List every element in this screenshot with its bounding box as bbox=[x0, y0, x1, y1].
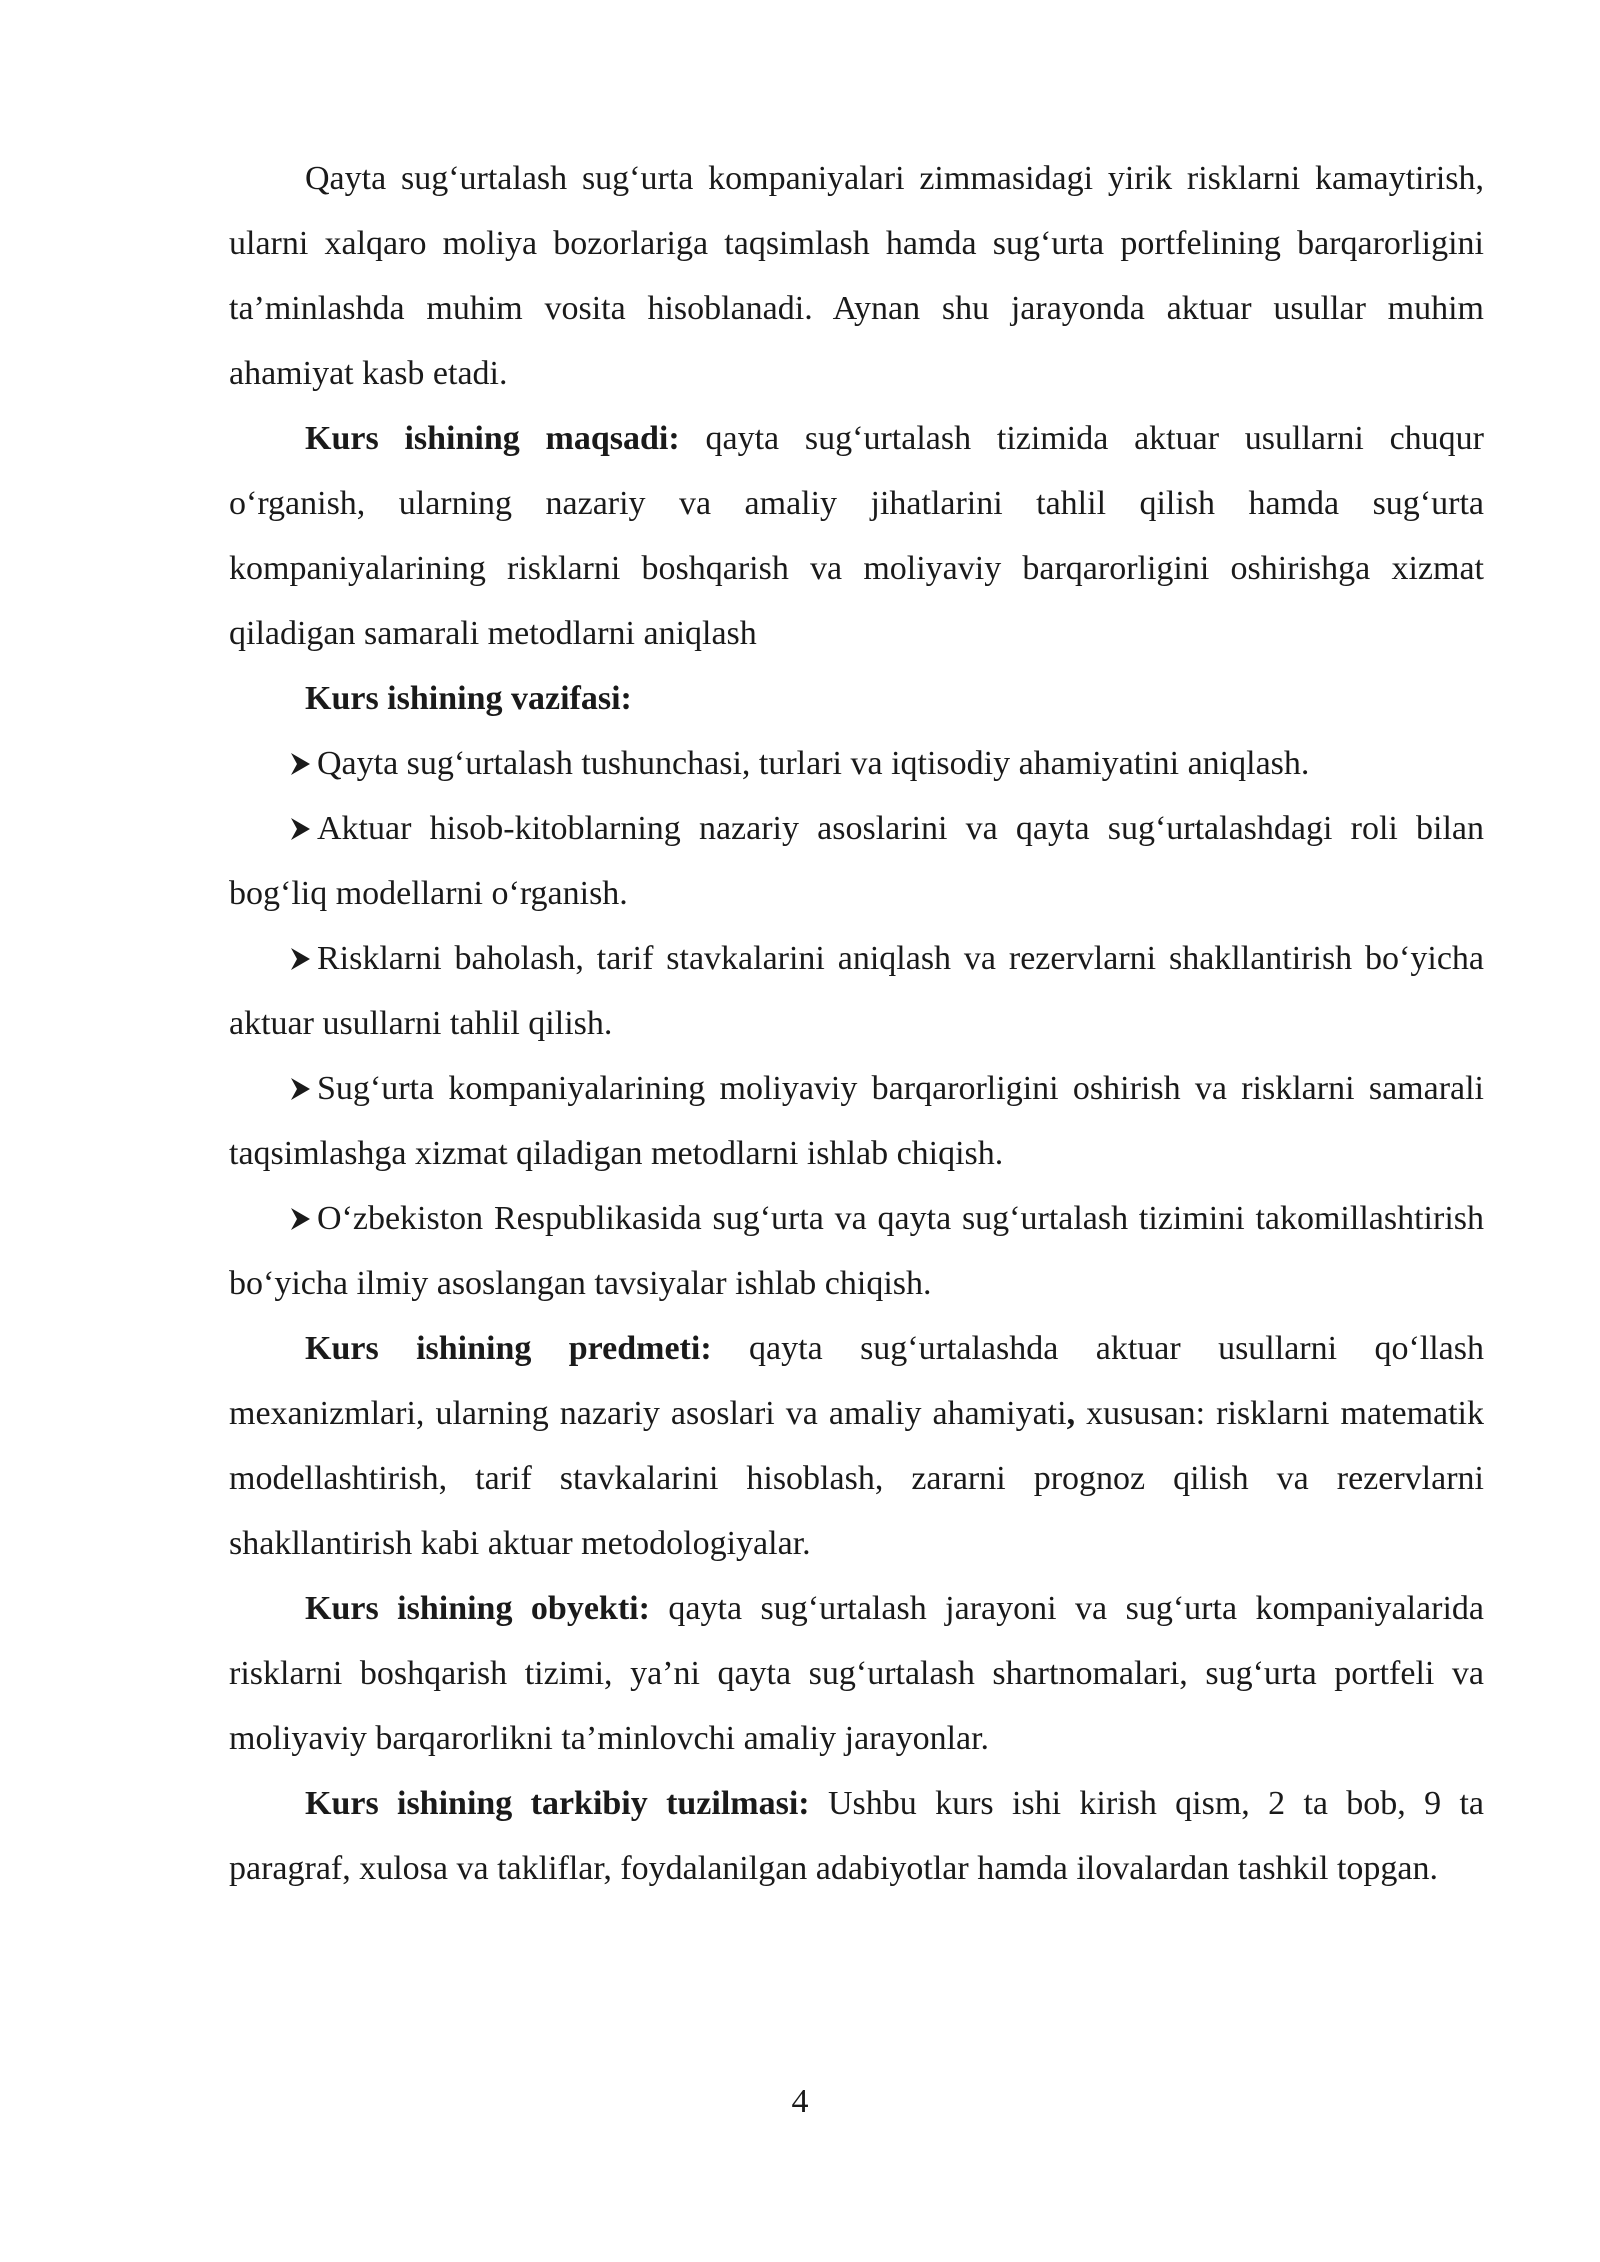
subject-label: Kurs ishining predmeti: bbox=[305, 1330, 712, 1367]
task-item bbox=[229, 926, 1484, 1056]
arrowhead-bullet-icon bbox=[289, 926, 317, 991]
arrowhead-bullet-icon bbox=[289, 1186, 317, 1251]
goal-label: Kurs ishining maqsadi: bbox=[305, 420, 680, 457]
task-item-text: Risklarni baholash, tarif stavkalarini aniqlash va rezervlarni shakllantirish bo‘yicha aktuar usullarni tahlil qilish. bbox=[229, 940, 1484, 1042]
object-text: qayta sug‘urtalash jarayoni va sug‘urta kompaniyalarida risklarni boshqarish tizimi, ya’ni qayta sug‘urtalash shartnomalari, sug‘urta portfeli va moliyaviy barqarorlikni ta’minlovchi amaliy jarayonlar. bbox=[229, 1590, 1484, 1757]
structure-label: Kurs ishining tarkibiy tuzilmasi: bbox=[305, 1785, 810, 1822]
document-body bbox=[229, 146, 1484, 1901]
task-item-text: O‘zbekiston Respublikasida sug‘urta va qayta sug‘urtalash tizimini takomillashtirish bo‘yicha ilmiy asoslangan tavsiyalar ishlab chiqish. bbox=[229, 1200, 1484, 1302]
arrowhead-bullet-icon bbox=[289, 796, 317, 861]
structure-text: Ushbu kurs ishi kirish qism, 2 ta bob, 9 ta paragraf, xulosa va takliflar, foydalanilgan adabiyotlar hamda ilovalardan tashkil topgan. bbox=[229, 1785, 1485, 1887]
subject-text-part1: qayta sug‘urtalashda aktuar usullarni qo‘llash mexanizmlari, ularning nazariy asoslari va amaliy ahamiyati bbox=[229, 1330, 1484, 1432]
subject-paragraph bbox=[229, 1316, 1484, 1576]
task-item bbox=[229, 731, 1484, 796]
task-item bbox=[229, 1056, 1484, 1186]
structure-paragraph bbox=[229, 1771, 1484, 1901]
goal-text: qayta sug‘urtalash tizimida aktuar usullarni chuqur o‘rganish, ularning nazariy va amaliy jihatlarini tahlil qilish hamda sug‘urta kompaniyalarining risklarni boshqarish va moliyaviy barqarorligini oshirishga xizmat qiladigan samarali metodlarni aniqlash bbox=[229, 420, 1484, 652]
arrowhead-bullet-icon bbox=[289, 1056, 317, 1121]
task-item bbox=[229, 1186, 1484, 1316]
subject-text-part2: xususan: risklarni matematik modellashtirish, tarif stavkalarini hisoblash, zararni prognoz qilish va rezervlarni shakllantirish kabi aktuar metodologiyalar. bbox=[229, 1395, 1485, 1562]
subject-comma: , bbox=[1066, 1395, 1076, 1432]
task-item-text: Aktuar hisob-kitoblarning nazariy asoslarini va qayta sug‘urtalashdagi roli bilan bog‘liq modellarni o‘rganish. bbox=[229, 810, 1484, 912]
object-paragraph bbox=[229, 1576, 1484, 1771]
tasks-heading bbox=[229, 666, 1484, 731]
task-item-text: Sug‘urta kompaniyalarining moliyaviy barqarorligini oshirish va risklarni samarali taqsimlashga xizmat qiladigan metodlarni ishlab chiqish. bbox=[229, 1070, 1484, 1172]
tasks-label: Kurs ishining vazifasi: bbox=[305, 680, 632, 717]
goal-paragraph bbox=[229, 406, 1484, 666]
intro-text: Qayta sug‘urtalash sug‘urta kompaniyalari zimmasidagi yirik risklarni kamaytirish, ularni xalqaro moliya bozorlariga taqsimlash hamda sug‘urta portfelining barqarorligini ta’minlashda muhim vosita hisoblanadi. Aynan shu jarayonda aktuar usullar muhim ahamiyat kasb etadi. bbox=[229, 160, 1484, 392]
task-item bbox=[229, 796, 1484, 926]
intro-paragraph bbox=[229, 146, 1484, 406]
object-label: Kurs ishining obyekti: bbox=[305, 1590, 650, 1627]
task-item-text: Qayta sug‘urtalash tushunchasi, turlari va iqtisodiy ahamiyatini aniqlash. bbox=[317, 745, 1310, 782]
page-number: 4 bbox=[791, 2083, 809, 2120]
arrowhead-bullet-icon bbox=[289, 731, 317, 796]
